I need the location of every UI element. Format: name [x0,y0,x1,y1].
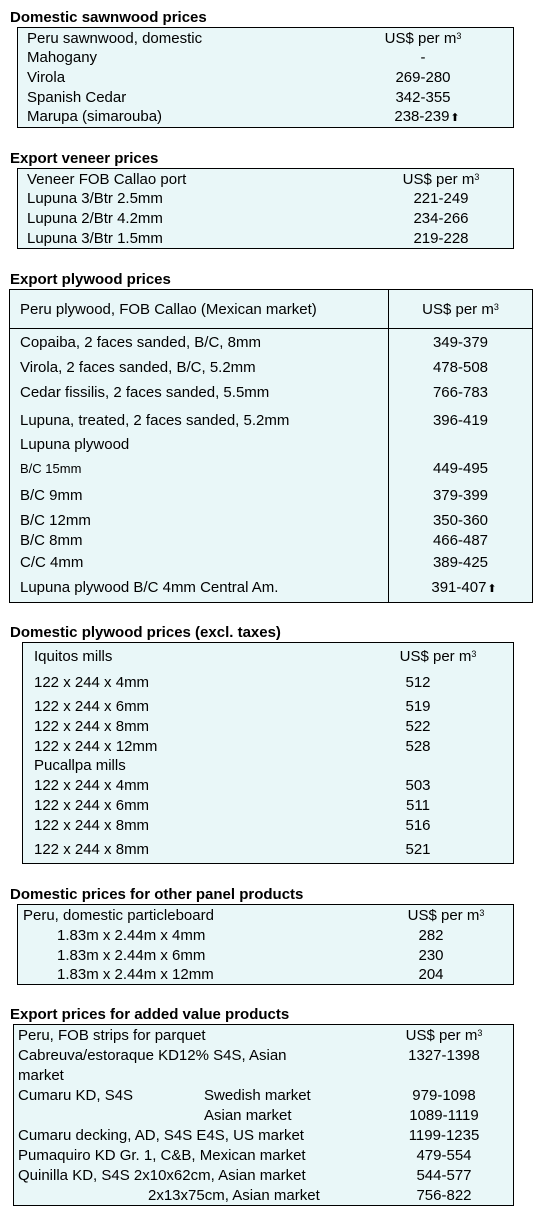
row-name: 2x13x75cm, Asian market [148,1187,320,1204]
row-price: 350-360 [432,512,489,529]
row-name: B/C 15mm [20,461,82,476]
row-price: 204 [418,966,444,983]
unit-header: US$ per $m^3$ [405,1027,483,1044]
row-price: 979-1098 [412,1087,476,1104]
table-header-label: Veneer FOB Callao port [27,171,187,188]
row-price: 1089-1119 [409,1107,479,1124]
row-name: C/C 4mm [20,554,84,571]
row-price: 219-228 [413,230,469,247]
row-price: 479-554 [416,1147,472,1164]
table-header-label: Peru, FOB strips for parquet [18,1027,206,1044]
row-name: 1.83m x 2.44m x 12mm [57,966,214,983]
row-name: Lupuna plywood B/C 4mm Central Am. [20,579,279,596]
up-arrow-icon: ⬆ [450,112,460,124]
table-header-label: Peru plywood, FOB Callao (Mexican market) [20,301,317,318]
row-name: Cumaru KD, S4S [18,1087,134,1104]
domestic-sawnwood-title: Domestic sawnwood prices [10,9,207,26]
row-price: 449-495 [432,460,489,477]
row-name: Marupa (simarouba) [27,108,163,125]
unit-header: US$ per $m^3$ [407,907,485,924]
row-name: Cedar fissilis, 2 faces sanded, 5.5mm [20,384,270,401]
row-price: 512 [405,674,431,691]
row-name: 122 x 244 x 8mm [34,817,150,834]
row-name: Pumaquiro KD Gr. 1, C&B, Mexican market [18,1147,306,1164]
row-name: B/C 9mm [20,487,83,504]
row-price: 519 [405,698,431,715]
row-price: 528 [405,738,431,755]
row-name: market [18,1067,64,1084]
unit-header: US$ per $m^3$ [399,648,477,665]
row-market: Asian market [204,1107,292,1124]
unit-header: US$ per $m^3$ [402,171,480,188]
row-name: 1.83m x 2.44m x 6mm [57,947,206,964]
row-name: Lupuna 3/Btr 2.5mm [27,190,163,207]
row-name: Mahogany [27,49,98,66]
row-price: 503 [405,777,431,794]
row-price: - [420,49,426,66]
row-name: Lupuna 2/Btr 4.2mm [27,210,163,227]
export-veneer-title: Export veneer prices [10,150,159,167]
added-value-title: Export prices for added value products [10,1006,290,1023]
other-panel-table [17,904,514,985]
row-price: 521 [405,841,431,858]
unit-header: US$ per $m^3$ [384,30,462,47]
row-price: 389-425 [432,554,489,571]
row-name: Virola, 2 faces sanded, B/C, 5.2mm [20,359,256,376]
row-name: Cumaru decking, AD, S4S E4S, US market [18,1127,304,1144]
row-name: Cabreuva/estoraque KD12% S4S, Asian [18,1047,287,1064]
table-header-label: Peru sawnwood, domestic [27,30,203,47]
up-arrow-icon: ⬆ [487,583,497,595]
table-header-label: Peru, domestic particleboard [23,907,214,924]
row-price: 766-783 [432,384,489,401]
row-price: 466-487 [432,532,489,549]
row-price: 1199-1235 [408,1127,480,1144]
row-name: 122 x 244 x 12mm [34,738,158,755]
domestic-plywood-title: Domestic plywood prices (excl. taxes) [10,624,281,641]
table-header-label: Iquitos mills [34,648,113,665]
row-name: Lupuna plywood [20,436,130,453]
row-name: Pucallpa mills [34,757,126,774]
row-name: B/C 8mm [20,532,83,549]
row-price: 396-419 [432,412,489,429]
row-price: 511 [406,797,430,814]
row-name: 122 x 244 x 4mm [34,674,150,691]
row-name: B/C 12mm [20,512,91,529]
row-price: 1327-1398 [408,1047,480,1064]
row-price: 282 [418,927,444,944]
export-plywood-title: Export plywood prices [10,271,171,288]
row-price: 342-355 [395,89,451,106]
row-price: 391-407⬆ [431,579,497,596]
export-plywood-table [9,289,533,603]
unit-header: US$ per $m^3$ [422,301,499,318]
row-price: 516 [405,817,431,834]
row-market: Swedish market [204,1087,311,1104]
row-name: 122 x 244 x 8mm [34,841,150,858]
row-name: 122 x 244 x 6mm [34,797,150,814]
export-veneer-table [17,168,514,249]
row-price: 230 [418,947,444,964]
row-price: 379-399 [432,487,489,504]
other-panel-title: Domestic prices for other panel products [10,886,304,903]
row-price: 238-239⬆ [394,108,460,125]
row-name: Virola [27,69,66,86]
row-price: 544-577 [416,1167,472,1184]
row-price: 269-280 [395,69,451,86]
row-name: 122 x 244 x 4mm [34,777,150,794]
added-value-table [13,1024,514,1206]
row-price: 221-249 [413,190,469,207]
row-price: 522 [405,718,431,735]
row-name: Copaiba, 2 faces sanded, B/C, 8mm [20,334,261,351]
row-price: 234-266 [413,210,469,227]
row-price: 349-379 [432,334,489,351]
domestic-sawnwood-table [17,27,514,128]
row-price: 478-508 [432,359,489,376]
row-name: Lupuna 3/Btr 1.5mm [27,230,163,247]
row-name: Quinilla KD, S4S 2x10x62cm, Asian market [18,1167,306,1184]
row-name: 1.83m x 2.44m x 4mm [57,927,206,944]
domestic-plywood-table [22,642,514,864]
row-name: Spanish Cedar [27,89,127,106]
row-name: 122 x 244 x 6mm [34,698,150,715]
row-name: 122 x 244 x 8mm [34,718,150,735]
row-price: 756-822 [416,1187,472,1204]
row-name: Lupuna, treated, 2 faces sanded, 5.2mm [20,412,290,429]
